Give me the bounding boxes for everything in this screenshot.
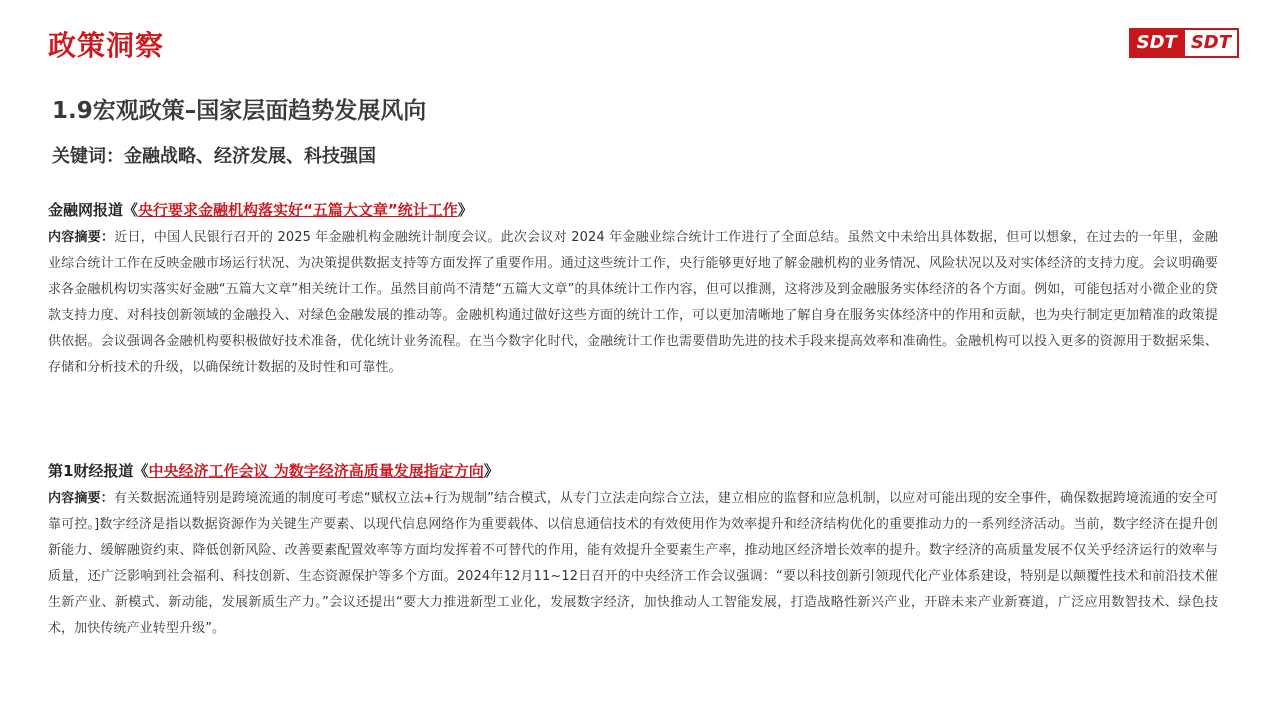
section-title: 政策洞察 (48, 29, 165, 62)
page-title: 1.9宏观政策–国家层面趋势发展风向 (52, 98, 427, 124)
close-bracket: 》 (483, 462, 499, 480)
article-headline (48, 460, 1218, 481)
open-bracket: 《 (133, 462, 149, 480)
article-link[interactable]: 央行要求金融机构落实好“五篇大文章”统计工作 (138, 201, 458, 219)
summary-label: 内容摘要： (48, 491, 114, 506)
summary-text: 有关数据流通特别是跨境流通的制度可考虑“赋权立法+行为规制”结合模式，从专门立法走向综合立法，建立相应的监督和应急机制，以应对可能出现的安全事件，确保数据跨境流通的安全可靠可控。]数字经济是指以数据资源作为关键生产要素、以现代信息网络作为重要载体、以信息通信技术的有效使用作为效率提升和经济结构优化的重要推动力的一系列经济活动。当前，数字经济在提升创新能力、缓解融资约束、降低创新风险、改善要素配置效率等方面均发挥着不可替代的作用，能有效提升全要素生产率，推动地区经济增长效率的提升。数字经济的高质量发展不仅关乎经济运行的效率与质量，还广泛影响到社会福利、科技创新、生态资源保护等多个方面。2024年12月11~12日召开的中央经济工作会议强调：“要以科技创新引领现代化产业体系建设，特别是以颠覆性技术和前沿技术催生新产业、新模式、新动能，发展新质生产力。”会议还提出“要大力推进新型工业化，发展数字经济，加快推动人工智能发展，打造战略性新兴产业，开辟未来产业新赛道，广泛应用数智技术、绿色技术，加快传统产业转型升级”。 (48, 491, 1218, 636)
open-bracket: 《 (123, 201, 139, 219)
summary-label: 内容摘要： (48, 230, 115, 245)
sdt-logo (1129, 28, 1239, 58)
logo-right: SDT (1183, 30, 1237, 56)
logo-left: SDT (1131, 30, 1183, 56)
article-1 (48, 199, 1218, 381)
keywords: 关键词：金融战略、经济发展、科技强国 (52, 146, 376, 167)
article-link[interactable]: 中央经济工作会议 为数字经济高质量发展指定方向 (148, 462, 484, 480)
article-summary (48, 225, 1218, 381)
article-2 (48, 460, 1218, 642)
close-bracket: 》 (457, 201, 473, 219)
article-summary (48, 486, 1218, 642)
article-headline (48, 199, 1218, 220)
article-source: 金融网报道 (48, 201, 124, 219)
summary-text: 近日，中国人民银行召开的 2025 年金融机构金融统计制度会议。此次会议对 2024 年金融业综合统计工作进行了全面总结。虽然文中未给出具体数据，但可以想象，在过去的一年里，金融业综合统计工作在反映金融市场运行状况、为决策提供数据支持等方面发挥了重要作用。通过这些统计工作，央行能够更好地了解金融机构的业务情况、风险状况以及对实体经济的支持力度。会议明确要求各金融机构切实落实好金融“五篇大文章”相关统计工作。虽然目前尚不清楚“五篇大文章”的具体统计工作内容，但可以推测，这将涉及到金融服务实体经济的各个方面。例如，可能包括对小微企业的贷款支持力度、对科技创新领域的金融投入、对绿色金融发展的推动等。金融机构通过做好这些方面的统计工作，可以更加清晰地了解自身在服务实体经济中的作用和贡献，也为央行制定更加精准的政策提供依据。会议强调各金融机构要积极做好技术准备，优化统计业务流程。在当今数字化时代，金融统计工作也需要借助先进的技术手段来提高效率和准确性。金融机构可以投入更多的资源用于数据采集、存储和分析技术的升级，以确保统计数据的及时性和可靠性。 (48, 230, 1218, 375)
article-source: 第1财经报道 (48, 462, 134, 480)
